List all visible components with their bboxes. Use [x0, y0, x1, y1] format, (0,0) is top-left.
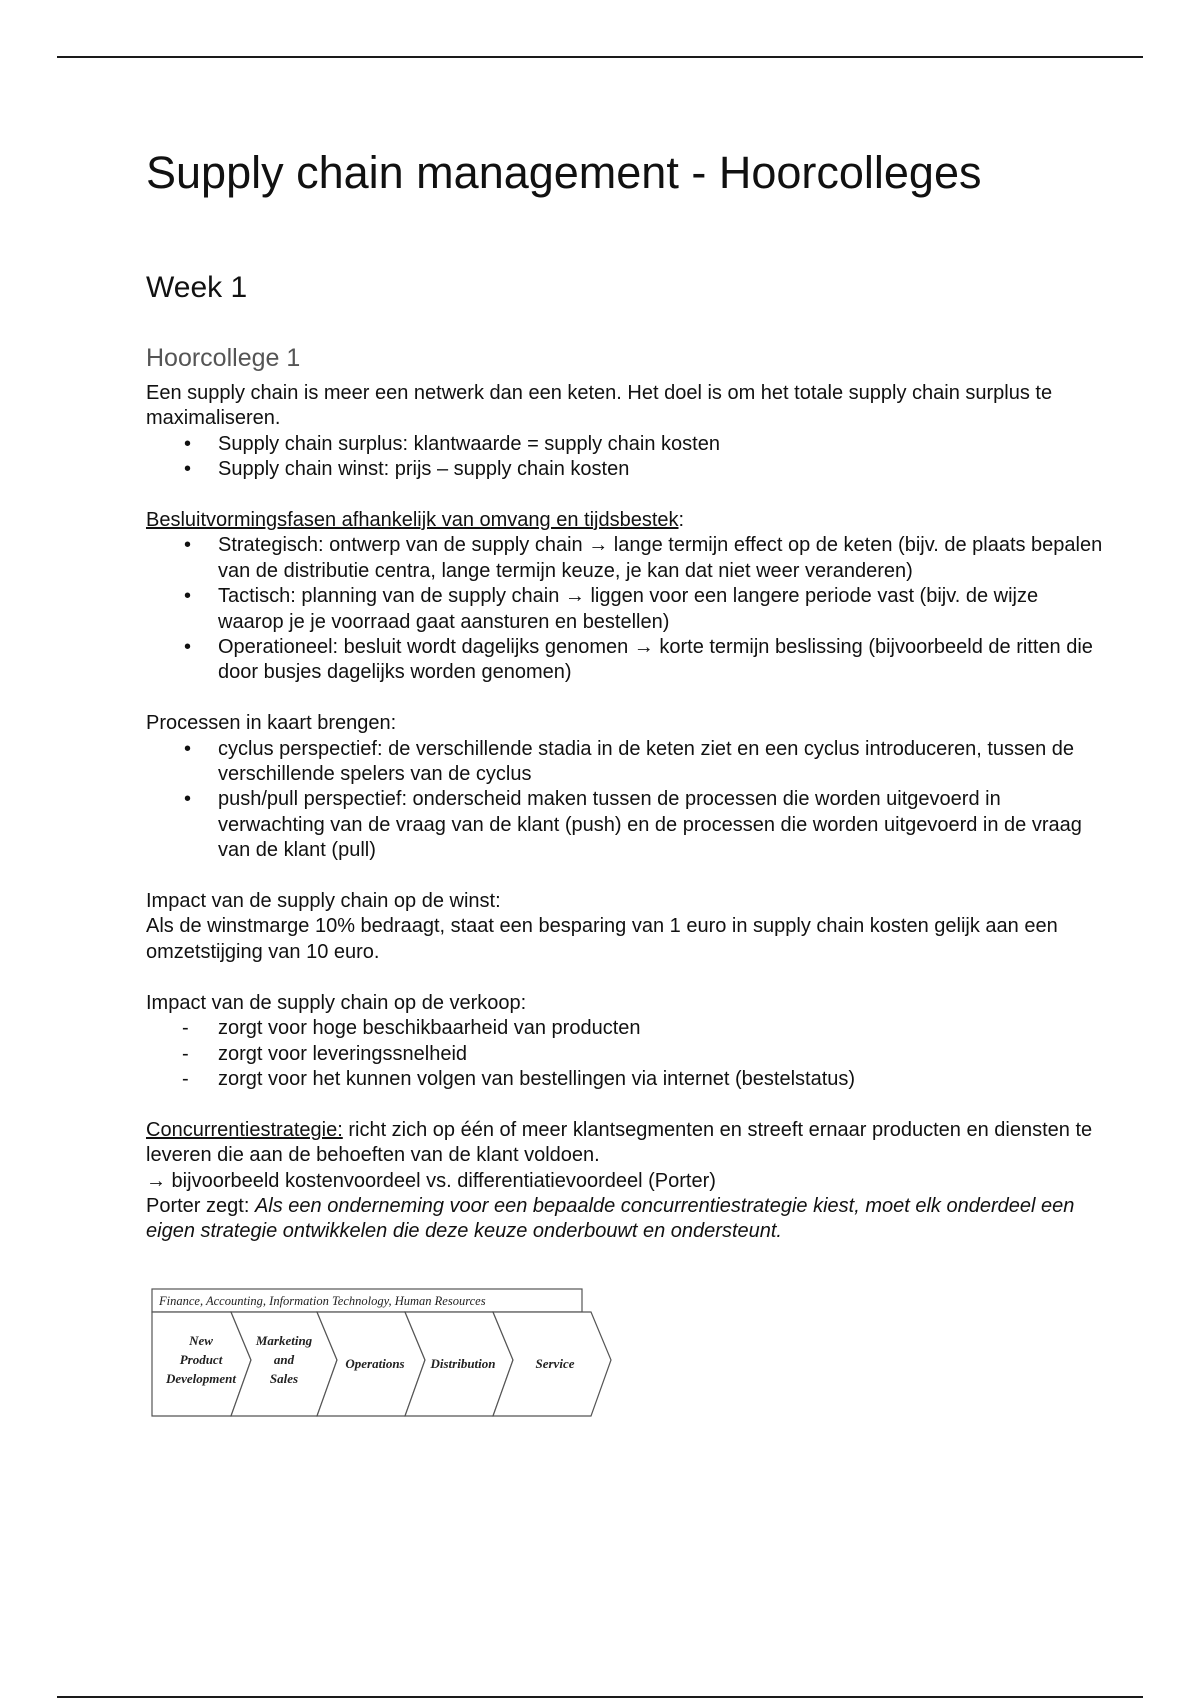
stage-label: Distribution — [430, 1356, 496, 1371]
impact-profit-text: Als de winstmarge 10% bedraagt, staat een besparing van 1 euro in supply chain kosten gelijk aan een omzetstijging van 10 euro. — [146, 915, 1058, 963]
list-item: • push/pull perspectief: onderscheid maken tussen de processen die worden uitgevoerd in verwachting van de vraag van de klant (push) en de processen die worden uitgevoerd in de vraag van de klant (pull) — [146, 787, 1106, 863]
strategy-paragraph — [146, 1118, 1106, 1169]
list-item: • Tactisch: planning van de supply chain → liggen voor een langere periode vast (bijv. de wijze waarop je je voorraad gaat aansturen en bestellen) — [146, 584, 1106, 635]
intro-paragraph: Een supply chain is meer een netwerk dan een keten. Het doel is om het totale supply chain surplus te maximaliseren. — [146, 382, 1053, 430]
list-item: • Strategisch: ontwerp van de supply chain → lange termijn effect op de keten (bijv. de plaats bepalen van de distributie centra, lange termijn keuze, je kan dat niet weer veranderen) — [146, 533, 1106, 584]
stage-label: Sales — [269, 1371, 299, 1386]
strategy-definition: richt zich op één of meer klantsegmenten en streeft ernaar producten en diensten te leveren die aan de behoeften van de klant voldoen. — [146, 1118, 1093, 1167]
porter-quote-line — [146, 1194, 1106, 1245]
stage-label: Product — [179, 1352, 223, 1367]
value-chain-diagram — [151, 1288, 616, 1418]
processes-heading: Processen in kaart brengen: — [146, 712, 397, 735]
intro-bullet-list — [146, 432, 1106, 483]
strategy-term: Concurrentiestrategie: — [146, 1118, 343, 1141]
stage-label: Marketing — [255, 1333, 313, 1348]
value-chain-svg — [151, 1288, 616, 1418]
bottom-rule — [57, 1696, 1143, 1698]
stage-label: and — [273, 1352, 295, 1367]
support-bar-label: Finance, Accounting, Information Technology, Human Resources — [159, 1294, 486, 1308]
phases-list — [146, 533, 1106, 685]
impact-sales-heading: Impact van de supply chain op de verkoop: — [146, 991, 527, 1014]
impact-sales-list — [146, 1016, 1106, 1092]
list-item: • Supply chain winst: prijs – supply chain kosten — [146, 457, 1106, 482]
stage-label: Service — [535, 1356, 575, 1371]
list-item: • Supply chain surplus: klantwaarde = supply chain kosten — [146, 432, 1106, 457]
porter-quote: Als een onderneming voor een bepaalde concurrentiestrategie kiest, moet elk onderdeel een eigen strategie ontwikkelen die deze keuze onderbouwt en ondersteunt. — [146, 1194, 1075, 1243]
top-rule — [57, 56, 1143, 58]
list-item: - zorgt voor het kunnen volgen van bestellingen via internet (bestelstatus) — [146, 1067, 1106, 1092]
week-heading: Week 1 — [146, 271, 248, 304]
phases-heading-line — [146, 508, 1106, 533]
list-item: • cyclus perspectief: de verschillende stadia in de keten ziet en een cyclus introduceren, tussen de verschillende spelers van de cyclus — [146, 737, 1106, 788]
document-body — [146, 381, 1106, 1245]
processes-list — [146, 737, 1106, 864]
lecture-heading: Hoorcollege 1 — [146, 344, 301, 372]
phases-colon: : — [678, 509, 685, 532]
list-item: - zorgt voor hoge beschikbaarheid van producten — [146, 1016, 1106, 1041]
phases-heading: Besluitvormingsfasen afhankelijk van omvang en tijdsbestek — [146, 509, 679, 532]
strategy-example: → bijvoorbeeld kostenvoordeel vs. differentiatievoordeel (Porter) — [146, 1169, 716, 1192]
stage-label: Development — [165, 1371, 237, 1386]
document-title: Supply chain management - Hoorcolleges — [146, 147, 982, 198]
list-item: • Operationeel: besluit wordt dagelijks genomen → korte termijn beslissing (bijvoorbeeld de ritten die door busjes dagelijks worden genomen) — [146, 635, 1106, 686]
porter-prefix: Porter zegt: — [146, 1194, 255, 1217]
stage-label: Operations — [345, 1356, 405, 1371]
stage-label: New — [189, 1333, 213, 1348]
impact-profit-heading: Impact van de supply chain op de winst: — [146, 890, 501, 913]
list-item: - zorgt voor leveringssnelheid — [146, 1042, 1106, 1067]
